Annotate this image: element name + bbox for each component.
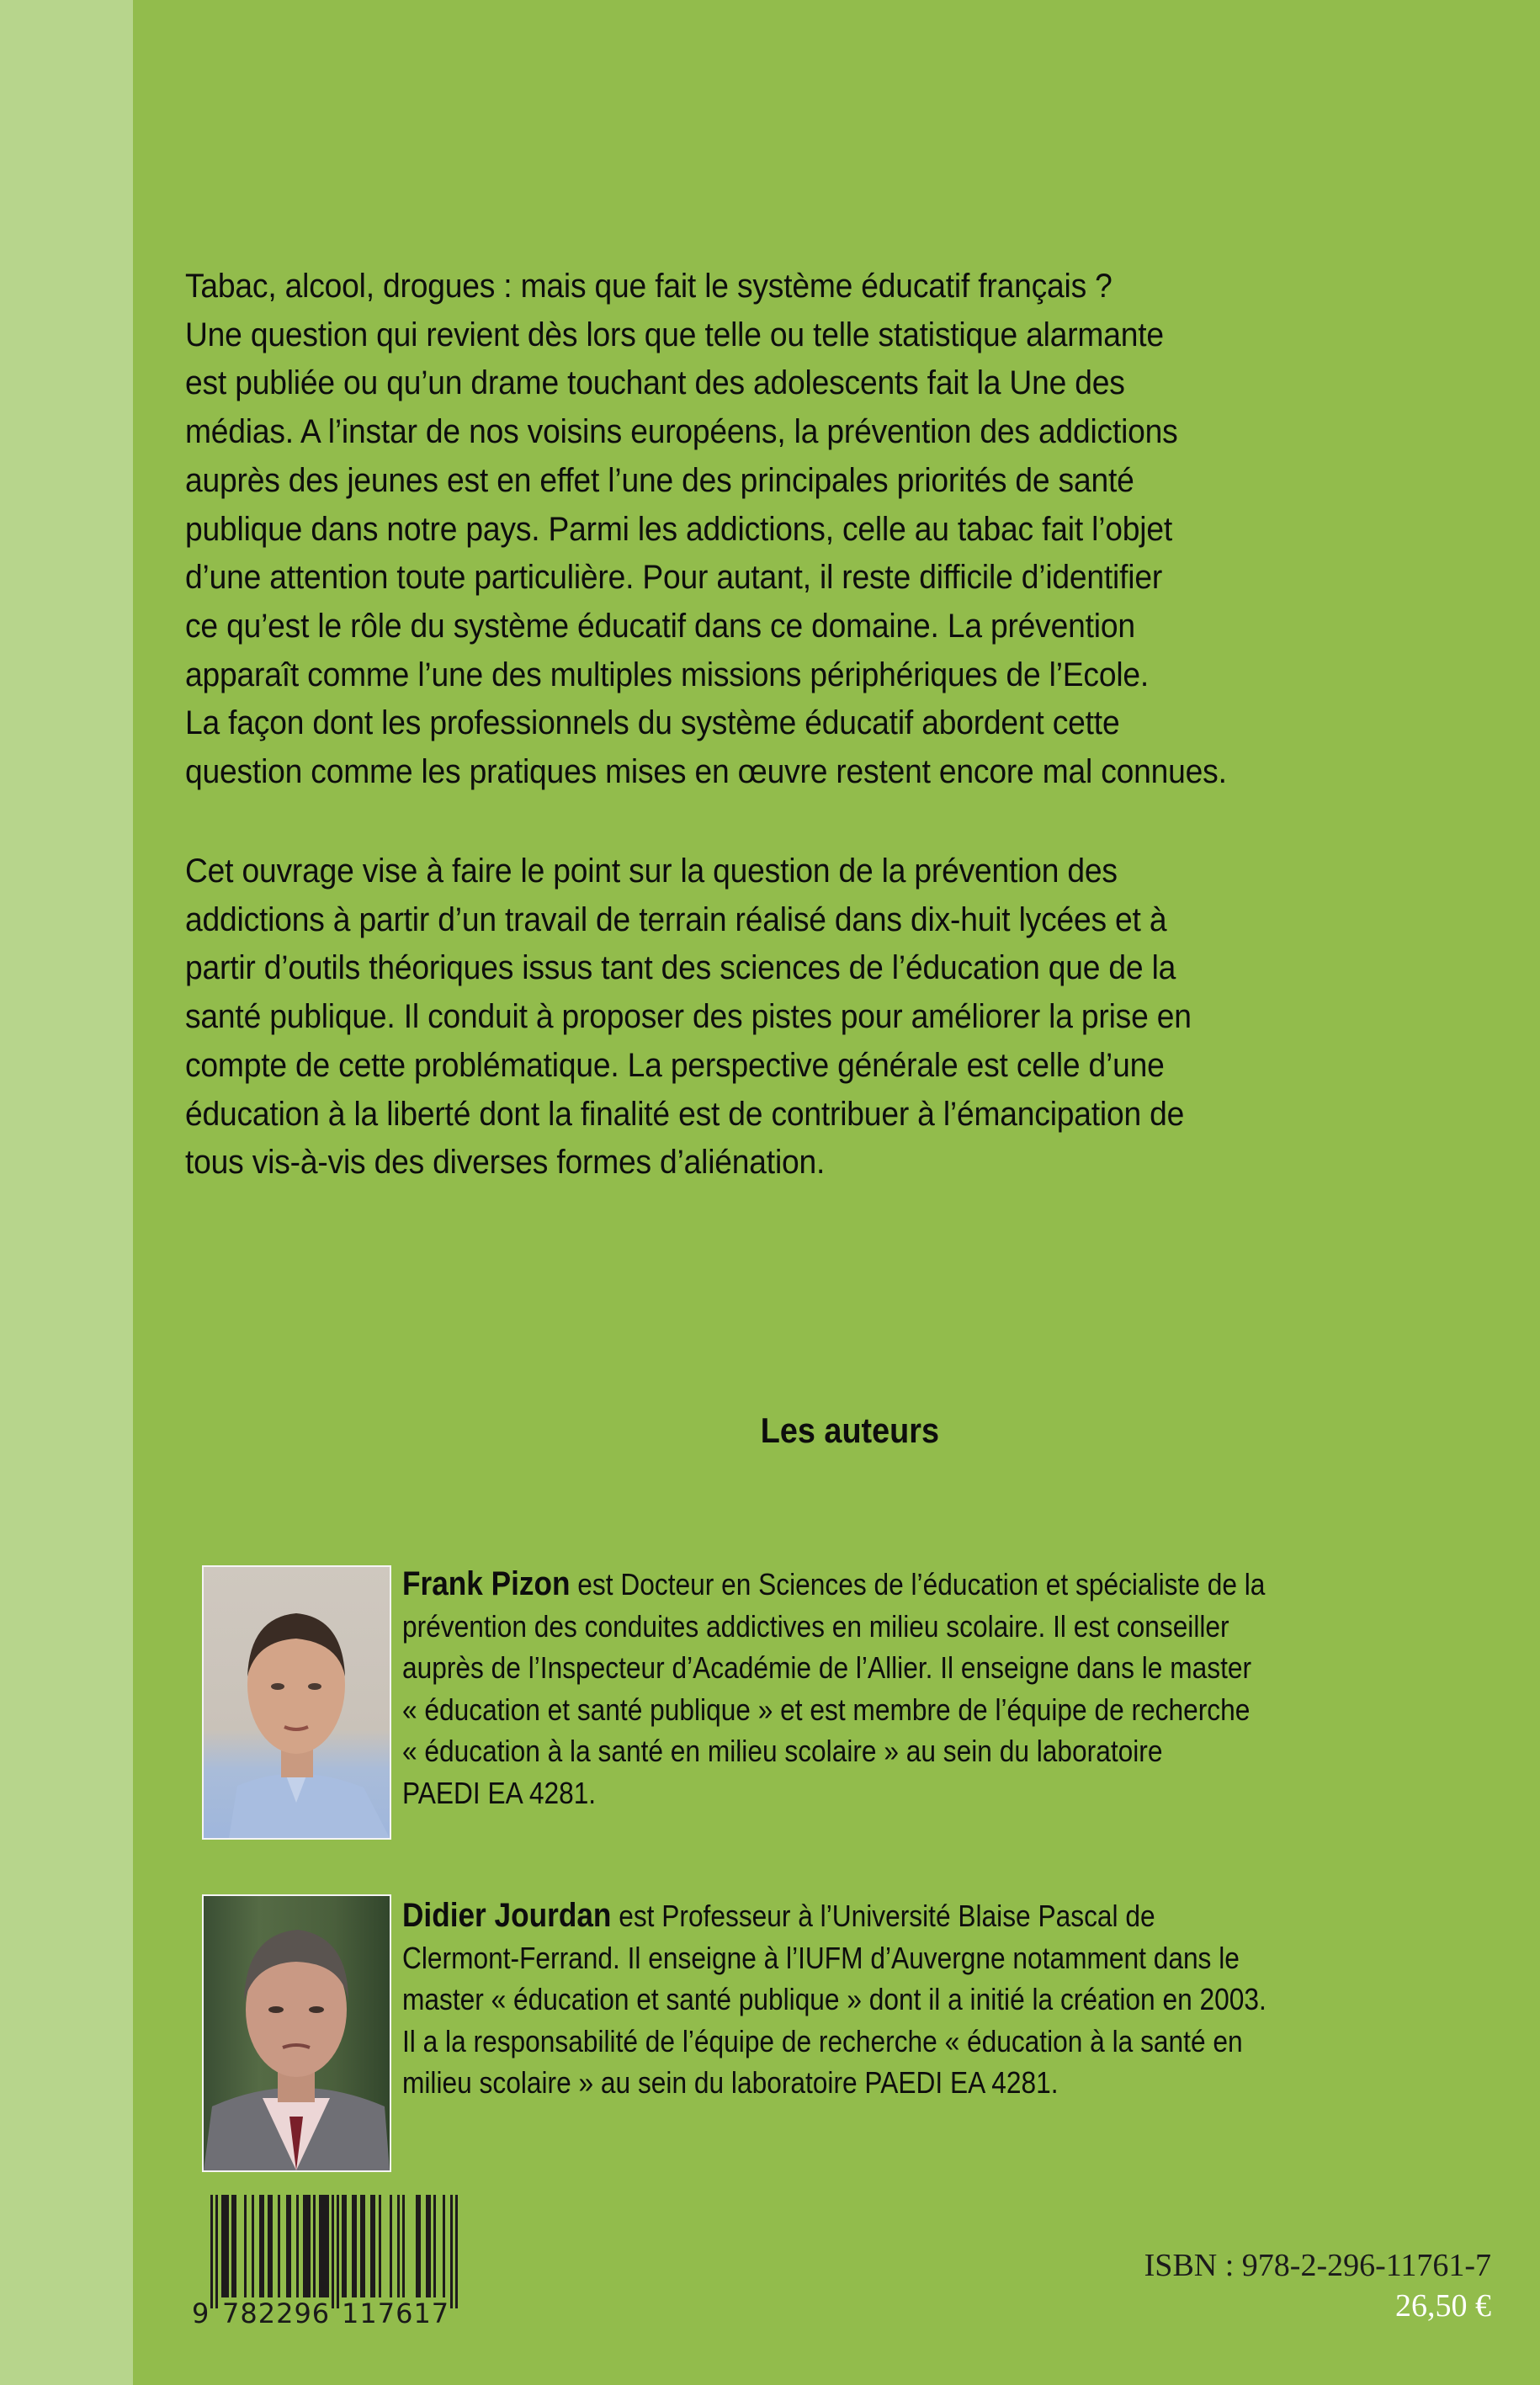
- text-line: La façon dont les professionnels du système éducatif abordent cette: [185, 704, 1120, 742]
- bio-line: PAEDI EA 4281.: [402, 1775, 597, 1810]
- text-line: addictions à partir d’un travail de terrain réalisé dans dix-huit lycées et à: [185, 900, 1167, 938]
- text-line: apparaît comme l’une des multiples missions périphériques de l’Ecole.: [185, 656, 1150, 693]
- spine-stripe: [0, 0, 133, 2385]
- price: 26,50 €: [1395, 2288, 1491, 2324]
- text-line: éducation à la liberté dont la finalité est de contribuer à l’émancipation de: [185, 1095, 1185, 1133]
- author-name: Didier Jourdan: [402, 1897, 612, 1934]
- bio-line: Clermont-Ferrand. Il enseigne à l’IUFM d’Auvergne notamment dans le: [402, 1940, 1240, 1975]
- bio-first-line: [402, 1895, 1394, 1937]
- author-photo-didier-jourdan: [202, 1894, 391, 2172]
- text-line: Tabac, alcool, drogues : mais que fait le système éducatif français ?: [185, 268, 1113, 305]
- bio-text: est Professeur à l’Université Blaise Pascal de: [611, 1899, 1155, 1933]
- bio-line: milieu scolaire » au sein du laboratoire PAEDI EA 4281.: [402, 2065, 1059, 2100]
- text-line: Une question qui revient dès lors que telle ou telle statistique alarmante: [185, 316, 1164, 353]
- blurb-paragraph-1: [185, 263, 1430, 797]
- bio-text: est Docteur en Sciences de l’éducation et spécialiste de la: [570, 1567, 1266, 1602]
- text-line: ce qu’est le rôle du système éducatif dans ce domaine. La prévention: [185, 607, 1135, 645]
- author-name: Frank Pizon: [402, 1565, 571, 1602]
- text-line: tous vis-à-vis des diverses formes d’aliénation.: [185, 1144, 826, 1182]
- text-line: d’une attention toute particulière. Pour autant, il reste difficile d’identifier: [185, 559, 1163, 597]
- author-photo-frank-pizon: [202, 1565, 391, 1840]
- text-line: publique dans notre pays. Parmi les addictions, celle au tabac fait l’objet: [185, 510, 1173, 548]
- bio-line: master « éducation et santé publique » dont il a initié la création en 2003.: [402, 1982, 1267, 2016]
- text-line: est publiée ou qu’un drame touchant des adolescents fait la Une des: [185, 364, 1125, 402]
- isbn: ISBN : 978-2-296-11761-7: [1144, 2248, 1491, 2283]
- bio-line: Il a la responsabilité de l’équipe de recherche « éducation à la santé en: [402, 2023, 1243, 2058]
- authors-heading: [0, 1410, 1540, 1451]
- text-line: médias. A l’instar de nos voisins européens, la prévention des addictions: [185, 413, 1178, 451]
- text-line: auprès des jeunes est en effet l’une des principales priorités de santé: [185, 461, 1134, 499]
- text-line: Cet ouvrage vise à faire le point sur la question de la prévention des: [185, 853, 1118, 890]
- barcode-icon: [210, 2195, 463, 2308]
- authors-heading-text: Les auteurs: [760, 1410, 940, 1450]
- portrait-icon: [204, 1567, 390, 1838]
- bio-line: « éducation à la santé en milieu scolaire » au sein du laboratoire: [402, 1734, 1163, 1768]
- text-line: santé publique. Il conduit à proposer des pistes pour améliorer la prise en: [185, 998, 1192, 1036]
- barcode-digit-first: 9: [192, 2297, 210, 2329]
- barcode-digits-right: 117617: [342, 2297, 450, 2329]
- author-bio-didier-jourdan: [402, 1895, 1394, 2104]
- bio-first-line: [402, 1564, 1394, 1606]
- bio-line: « éducation et santé publique » et est membre de l’équipe de recherche: [402, 1692, 1251, 1727]
- bio-line: prévention des conduites addictives en milieu scolaire. Il est conseiller: [402, 1608, 1229, 1644]
- text-line: compte de cette problématique. La perspective générale est celle d’une: [185, 1046, 1165, 1084]
- barcode-digits-left: 782296: [222, 2297, 331, 2329]
- text-line: question comme les pratiques mises en œuvre restent encore mal connues.: [185, 753, 1227, 791]
- barcode-number: [192, 2297, 449, 2329]
- blurb-paragraph-2: [185, 847, 1430, 1187]
- author-bio-frank-pizon: [402, 1564, 1394, 1814]
- portrait-icon: [204, 1896, 390, 2170]
- text-line: partir d’outils théoriques issus tant des sciences de l’éducation que de la: [185, 949, 1176, 987]
- bio-line: auprès de l’Inspecteur d’Académie de l’Allier. Il enseigne dans le master: [402, 1650, 1252, 1685]
